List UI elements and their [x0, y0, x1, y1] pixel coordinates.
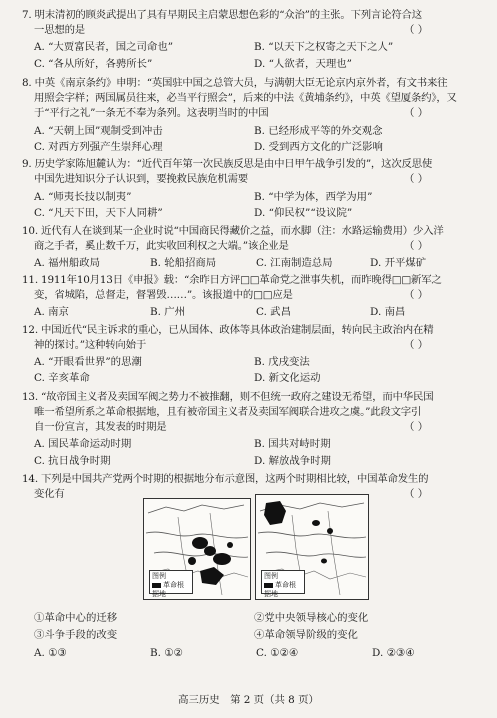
- q10-option-c: C. 江南制造总局: [256, 257, 333, 269]
- map-2-base-area: [321, 559, 327, 564]
- map-2-river-2: [266, 552, 366, 557]
- map-2-legend: [261, 570, 305, 598]
- q10-answer-paren: （ ）: [404, 240, 429, 252]
- q12-option-c: C. 辛亥革命: [34, 372, 90, 384]
- q13-option-c: C. 抗日战争时期: [34, 455, 111, 467]
- map-2-base-area: [327, 528, 333, 534]
- q14-answer-paren: （ ）: [404, 488, 429, 500]
- q8-stem-line2: 用照会字样；两国属员往来，必当平行照会”，后来的中法《黄埔条约》，中英《望厦条约》，又: [34, 92, 457, 104]
- q12-option-b: B. 戊戌变法: [254, 356, 310, 368]
- q14-stem-line2: 变化有: [34, 488, 65, 500]
- q12-option-a: A. “开眼看世界”的思潮: [34, 356, 142, 368]
- q10-option-d: D. 开平煤矿: [370, 257, 427, 269]
- q14-statement-3: ③斗争手段的改变: [34, 629, 118, 641]
- q12-answer-paren: （ ）: [404, 339, 429, 351]
- legend-swatch: [264, 583, 273, 588]
- map-1-river: [146, 532, 248, 538]
- map-1-border: [148, 505, 244, 513]
- q7-option-a: A. “大贾富民者，国之司命也”: [34, 41, 174, 53]
- q14-option-b: B. ①②: [150, 647, 183, 659]
- q7-option-c: C. “各从所好，各骋所长”: [34, 58, 153, 70]
- q10-option-a: A. 福州船政局: [34, 257, 101, 269]
- q11-option-d: D. 南昌: [370, 306, 406, 318]
- q14-statement-1: ①革命中心的迁移: [34, 612, 118, 624]
- q8-stem-line1: 8. 中英《南京条约》申明：“英国驻中国之总管大员，与满朝大臣无论京内京外者，有文书来往: [22, 77, 448, 89]
- page-footer: 高三历史 第 2 页（共 8 页）: [178, 694, 319, 706]
- q14-option-a: A. ①③: [34, 647, 67, 659]
- q13-answer-paren: （ ）: [404, 421, 429, 433]
- q11-stem-line1: 11. 1911年10月13日《申报》载：“余昨日方评□□革命党之泄事失机，而昨晚得□□新军之: [22, 274, 442, 286]
- map-1-river-2: [154, 552, 248, 557]
- map-1-legend-title: 图例: [152, 572, 166, 580]
- q12-stem-line2: 神的探讨。”这种转向始于: [34, 339, 147, 351]
- base-area-map-1: [143, 498, 251, 600]
- q9-option-d: D. “仰民权”“设议院”: [254, 207, 353, 219]
- q12-option-d: D. 新文化运动: [254, 372, 321, 384]
- q8-option-c: C. 对西方列强产生崇拜心理: [34, 141, 163, 153]
- map-1-base-area: [188, 557, 196, 565]
- q14-option-d: D. ②③④: [372, 647, 415, 659]
- q13-option-a: A. 国民革命运动时期: [34, 438, 132, 450]
- q13-stem-line2: 唯一希望所系之革命根据地，且有被帝国主义者及卖国军阀联合进攻之虞。”此段文字引: [34, 406, 422, 418]
- q8-option-b: B. 已经形成平等的外交观念: [254, 125, 383, 137]
- q8-option-d: D. 受到西方文化的广泛影响: [254, 141, 383, 153]
- q9-option-c: C. “凡天下田，天下人同耕”: [34, 207, 163, 219]
- map-1-legend: [149, 570, 193, 598]
- map-1-base-area: [192, 537, 208, 549]
- q8-answer-paren: （ ）: [404, 107, 429, 119]
- q14-statement-2: ②党中央领导核心的变化: [254, 612, 369, 624]
- q13-stem-line1: 13. “故帝国主义者及卖国军阀之势力不被推翻，则不但统一政府之建设无希望，而中华民国: [22, 391, 434, 403]
- q7-option-d: D. “人欲者，天理也”: [254, 58, 352, 70]
- map-1-base-area: [213, 553, 231, 565]
- q13-option-d: D. 解放战争时期: [254, 455, 331, 467]
- q11-answer-paren: （ ）: [404, 289, 429, 301]
- q11-stem-line2: 变，省城陷，总督走，督署毁……”。该报道中的□□应是: [34, 289, 293, 301]
- base-area-map-2: [255, 494, 369, 600]
- q11-option-a: A. 南京: [34, 306, 69, 318]
- q9-stem-line1: 9. 历史学家陈旭麓认为：“近代百年第一次民族反思是由中日甲午战争引发的”，这次反思使: [22, 158, 433, 170]
- q13-stem-line3: 自一份宣言，其发表的时期是: [34, 421, 167, 433]
- q7-stem-line1: 7. 明末清初的顾炎武提出了具有早期民主启蒙思想色彩的“众治”的主张。下列言论符合这: [22, 9, 422, 21]
- q14-statement-4: ④革命领导阶级的变化: [254, 629, 358, 641]
- map-2-northern-base: [264, 501, 286, 525]
- q14-stem-line1: 14. 下列是中国共产党两个时期的根据地分布示意图，这两个时期相比较，中国革命发生的: [22, 473, 429, 485]
- q7-stem-line2: 一思想的是: [34, 24, 85, 36]
- q9-stem-line2: 中国先进知识分子认识到，要挽救民族危机需要: [34, 173, 249, 185]
- map-2-base-area: [312, 520, 320, 526]
- q8-stem-line3: 于“平行之礼”一条无不奉为条列。这表明当时的中国: [34, 107, 269, 119]
- q13-option-b: B. 国共对峙时期: [254, 438, 331, 450]
- map-1-central-base: [200, 567, 224, 585]
- legend-swatch: [152, 583, 161, 588]
- q9-option-b: B. “中学为体，西学为用”: [254, 191, 373, 203]
- q8-option-a: A. “天朝上国”观制受到冲击: [34, 125, 163, 137]
- map-2-province-line-3: [328, 511, 340, 595]
- q12-stem-line1: 12. 中国近代“民主诉求的重心，已从国体、政体等具体政治建制层面，转向民主政治内在精: [22, 324, 434, 336]
- q10-stem-line1: 10. 近代有人在谈到某一企业时说“中国商民得藏价之益，而水脚（注：水路运输费用）少入洋: [22, 225, 444, 237]
- q7-option-b: B. “以天下之权寄之天下之人”: [254, 41, 394, 53]
- q11-option-c: C. 武昌: [256, 306, 291, 318]
- map-2-legend-label: 革命根据地: [264, 581, 296, 598]
- q14-option-c: C. ①②④: [256, 647, 299, 659]
- q10-stem-line2: 商之手者，奚止数千万，此实收回利权之大端。”该企业是: [34, 240, 289, 252]
- map-2-legend-title: 图例: [264, 572, 278, 580]
- map-2-river: [258, 532, 366, 538]
- map-1-base-area: [204, 546, 216, 556]
- q9-answer-paren: （ ）: [404, 173, 429, 185]
- map-1-base-area: [227, 542, 233, 548]
- map-1-legend-label: 革命根据地: [152, 581, 184, 598]
- q9-option-a: A. “师夷长技以制夷”: [34, 191, 132, 203]
- q11-option-b: B. 广州: [150, 306, 186, 318]
- q10-option-b: B. 轮船招商局: [150, 257, 217, 269]
- q7-answer-paren: （ ）: [404, 24, 429, 36]
